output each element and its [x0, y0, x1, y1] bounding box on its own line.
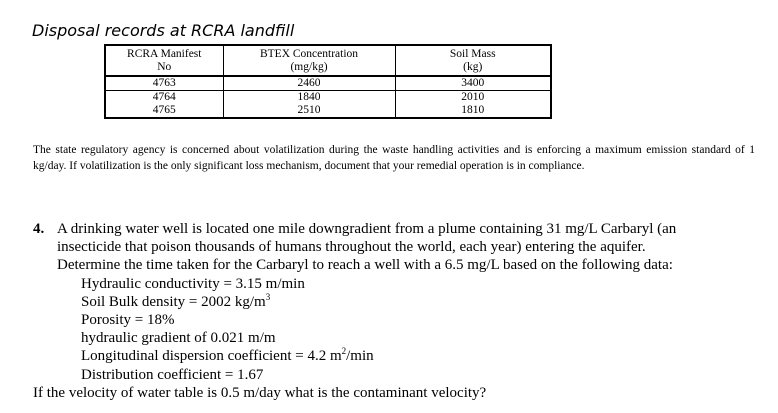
- header-soil-mass: Soil Mass: [395, 45, 551, 61]
- table-header-row: [105, 45, 551, 61]
- cell-soil-mass: 2010: [395, 91, 551, 105]
- statement-line: Determine the time taken for the Carbaryl to reach a well with a 6.5 mg/L based on the following data:: [57, 257, 673, 274]
- table-header-row: [105, 61, 551, 76]
- cell-manifest: 4764: [105, 91, 223, 105]
- section-heading: Disposal records at RCRA landfill: [32, 21, 295, 40]
- bulk-density-exponent: 3: [265, 291, 271, 302]
- given-hydraulic-gradient: hydraulic gradient of 0.021 m/m: [81, 330, 276, 347]
- cell-manifest: 4765: [105, 104, 223, 118]
- given-bulk-density: [81, 293, 763, 311]
- header-btex-unit: (mg/kg): [223, 61, 395, 76]
- header-soil-mass-unit: (kg): [395, 61, 551, 76]
- table-row: [105, 91, 551, 105]
- cell-soil-mass: 3400: [395, 76, 551, 91]
- problem-number: 4.: [33, 221, 45, 237]
- dispersion-exponent: 2: [341, 346, 347, 357]
- given-dispersion-coefficient: [81, 347, 763, 365]
- statement-line: insecticide that poison thousands of humans throughout the world, each year) entering the aquifer.: [57, 239, 646, 256]
- table-row: [105, 76, 551, 91]
- cell-manifest: 4763: [105, 76, 223, 91]
- statement-line: A drinking water well is located one mile downgradient from a plume containing 31 mg/L Carbaryl (an: [57, 221, 677, 237]
- problem-statement: [57, 220, 763, 275]
- header-btex: BTEX Concentration: [223, 45, 395, 61]
- cell-soil-mass: 1810: [395, 104, 551, 118]
- dispersion-text: Longitudinal dispersion coefficient = 4.2 m: [81, 348, 342, 365]
- dispersion-unit: /min: [346, 348, 374, 365]
- regulatory-note: The state regulatory agency is concerned about volatilization during the waste handling activities and is enforcing a maximum emission standard of 1 kg/day. If volatilization is the only significant loss mechanism, document that your remedial operation is in compliance.: [33, 144, 755, 172]
- given-porosity: Porosity = 18%: [81, 312, 175, 329]
- table-row: [105, 104, 551, 118]
- cell-btex: 2510: [223, 104, 395, 118]
- given-data-list: [81, 275, 763, 384]
- given-distribution-coefficient: Distribution coefficient = 1.67: [81, 366, 264, 383]
- cell-btex: 2460: [223, 76, 395, 91]
- given-hydraulic-conductivity: Hydraulic conductivity = 3.15 m/min: [81, 275, 305, 292]
- disposal-records-table: [104, 44, 552, 119]
- problem-4: [33, 220, 763, 402]
- bulk-density-text: Soil Bulk density = 2002 kg/m: [81, 293, 266, 310]
- cell-btex: 1840: [223, 91, 395, 105]
- header-manifest-sub: No: [105, 61, 223, 76]
- header-manifest: RCRA Manifest: [105, 45, 223, 61]
- problem-question: If the velocity of water table is 0.5 m/day what is the contaminant velocity?: [33, 384, 487, 401]
